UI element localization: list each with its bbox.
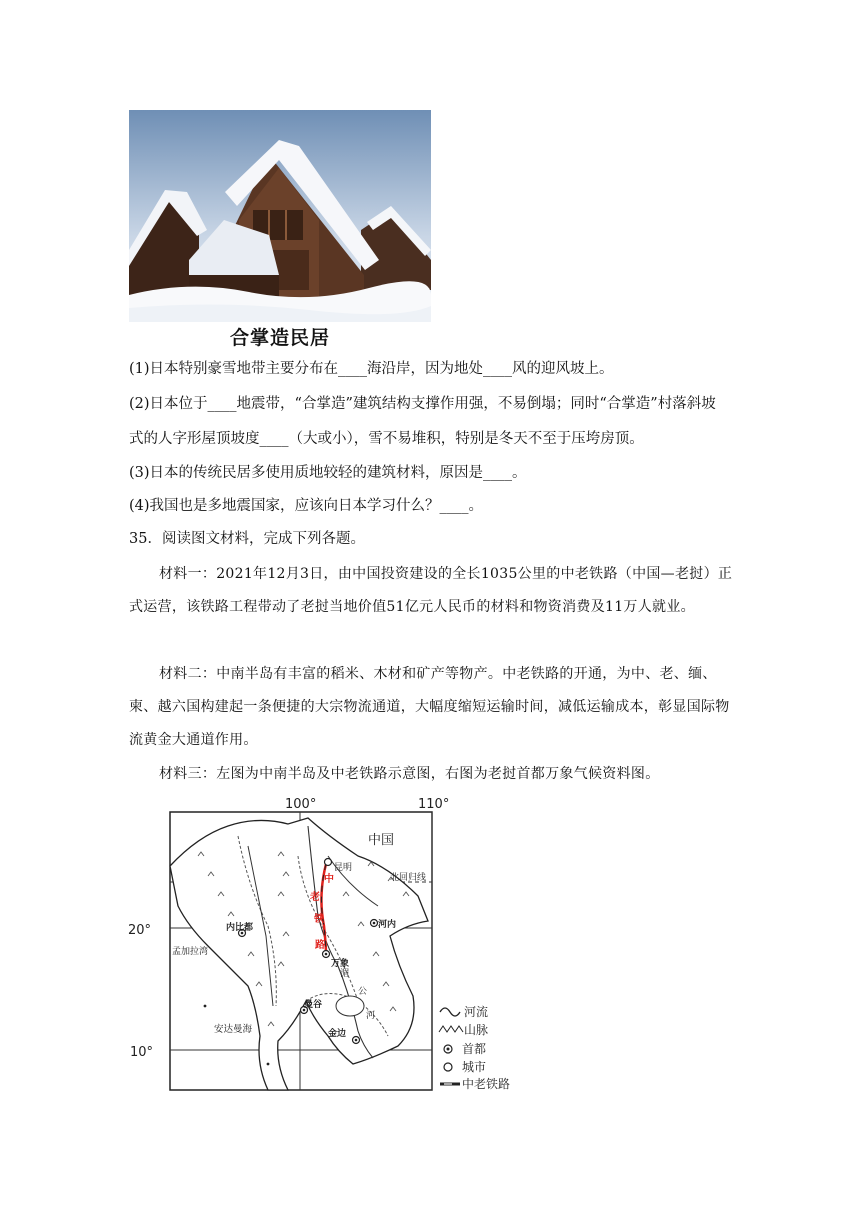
question-1: (1)日本特别豪雪地带主要分布在____海沿岸，因为地处____风的迎风坡上。	[129, 361, 614, 377]
material-2: 材料二：中南半岛有丰富的稻米、木材和矿产等物产。中老铁路的开通，为中、老、缅、柬、越六国构建起一条便捷的大宗物流通道，大幅度缩短运输时间，减低运输成本，彰显国际物流黄金大通道作用。	[129, 666, 730, 748]
label-kunming: 昆明	[334, 863, 353, 873]
lat-20: 20°	[128, 923, 152, 938]
label-andaman: 安达曼海	[214, 1024, 253, 1035]
legend-river-icon	[440, 1008, 460, 1016]
lat-10: 10°	[130, 1045, 154, 1060]
legend-capital: 首都	[462, 1042, 487, 1056]
question-2-line-2: 式的人字形屋顶坡度____（大或小），雪不易堆积，特别是冬天不至于压垮房顶。	[129, 431, 644, 447]
rail-label-lu: 路	[315, 940, 325, 951]
kunming-marker	[325, 859, 332, 866]
phnompenh-marker	[355, 1039, 358, 1042]
rail-label-tie: 铁	[314, 914, 324, 925]
label-bangkok: 曼谷	[304, 1000, 323, 1010]
legend-city: 城市	[462, 1060, 487, 1074]
label-tropic: 北回归线	[390, 873, 427, 883]
label-mekong-2: 公	[358, 987, 368, 997]
lake	[336, 996, 364, 1016]
photo-caption: 合掌造民居	[230, 327, 331, 349]
label-naypyidaw: 内比都	[226, 923, 254, 933]
lon-110: 110°	[418, 797, 450, 812]
lon-100: 100°	[285, 797, 317, 812]
legend-railway: 中老铁路	[462, 1077, 511, 1091]
material-3: 材料三：左图为中南半岛及中老铁路示意图，右图为老挝首都万象气候资料图。	[159, 766, 660, 782]
legend-city-icon	[444, 1063, 452, 1071]
hanoi-marker	[373, 922, 376, 925]
legend-mountain-icon	[439, 1026, 463, 1032]
rail-label-lao: 老	[310, 892, 320, 903]
legend-river: 河流	[464, 1005, 489, 1019]
gassho-house-photo	[129, 110, 431, 322]
label-mekong-3: 河	[366, 1011, 376, 1021]
label-mekong-1: 湄	[340, 969, 350, 979]
legend-capital-icon	[447, 1048, 450, 1051]
label-hanoi: 河内	[378, 920, 397, 930]
label-bay-bengal: 孟加拉湾	[172, 947, 209, 957]
question-3: (3)日本的传统民居多使用质地较轻的建筑材料，原因是____。	[129, 465, 527, 481]
label-phnompenh: 金边	[328, 1029, 347, 1039]
legend-mountain: 山脉	[464, 1023, 489, 1037]
label-china: 中国	[368, 833, 395, 848]
material-1: 材料一：2021年12月3日，由中国投资建设的全长1035公里的中老铁路（中国—老挝）正式运营，该铁路工程带动了老挝当地价值51亿元人民币的材料和物资消费及11万人就业。	[129, 566, 733, 615]
vientiane-marker	[325, 953, 328, 956]
question-4: (4)我国也是多地震国家，应该向日本学习什么？____。	[129, 498, 484, 514]
question-2-line-1: (2)日本位于____地震带，“合掌造”建筑结构支撑作用强，不易倒塌；同时“合掌造”村落斜坡	[129, 396, 716, 412]
label-vientiane: 万象	[331, 959, 350, 969]
map-legend	[439, 1004, 510, 1091]
question-35: 35．阅读图文材料，完成下列各题。	[129, 531, 365, 547]
rail-label-zhong: 中	[324, 874, 334, 885]
indochina-map	[128, 796, 520, 1096]
